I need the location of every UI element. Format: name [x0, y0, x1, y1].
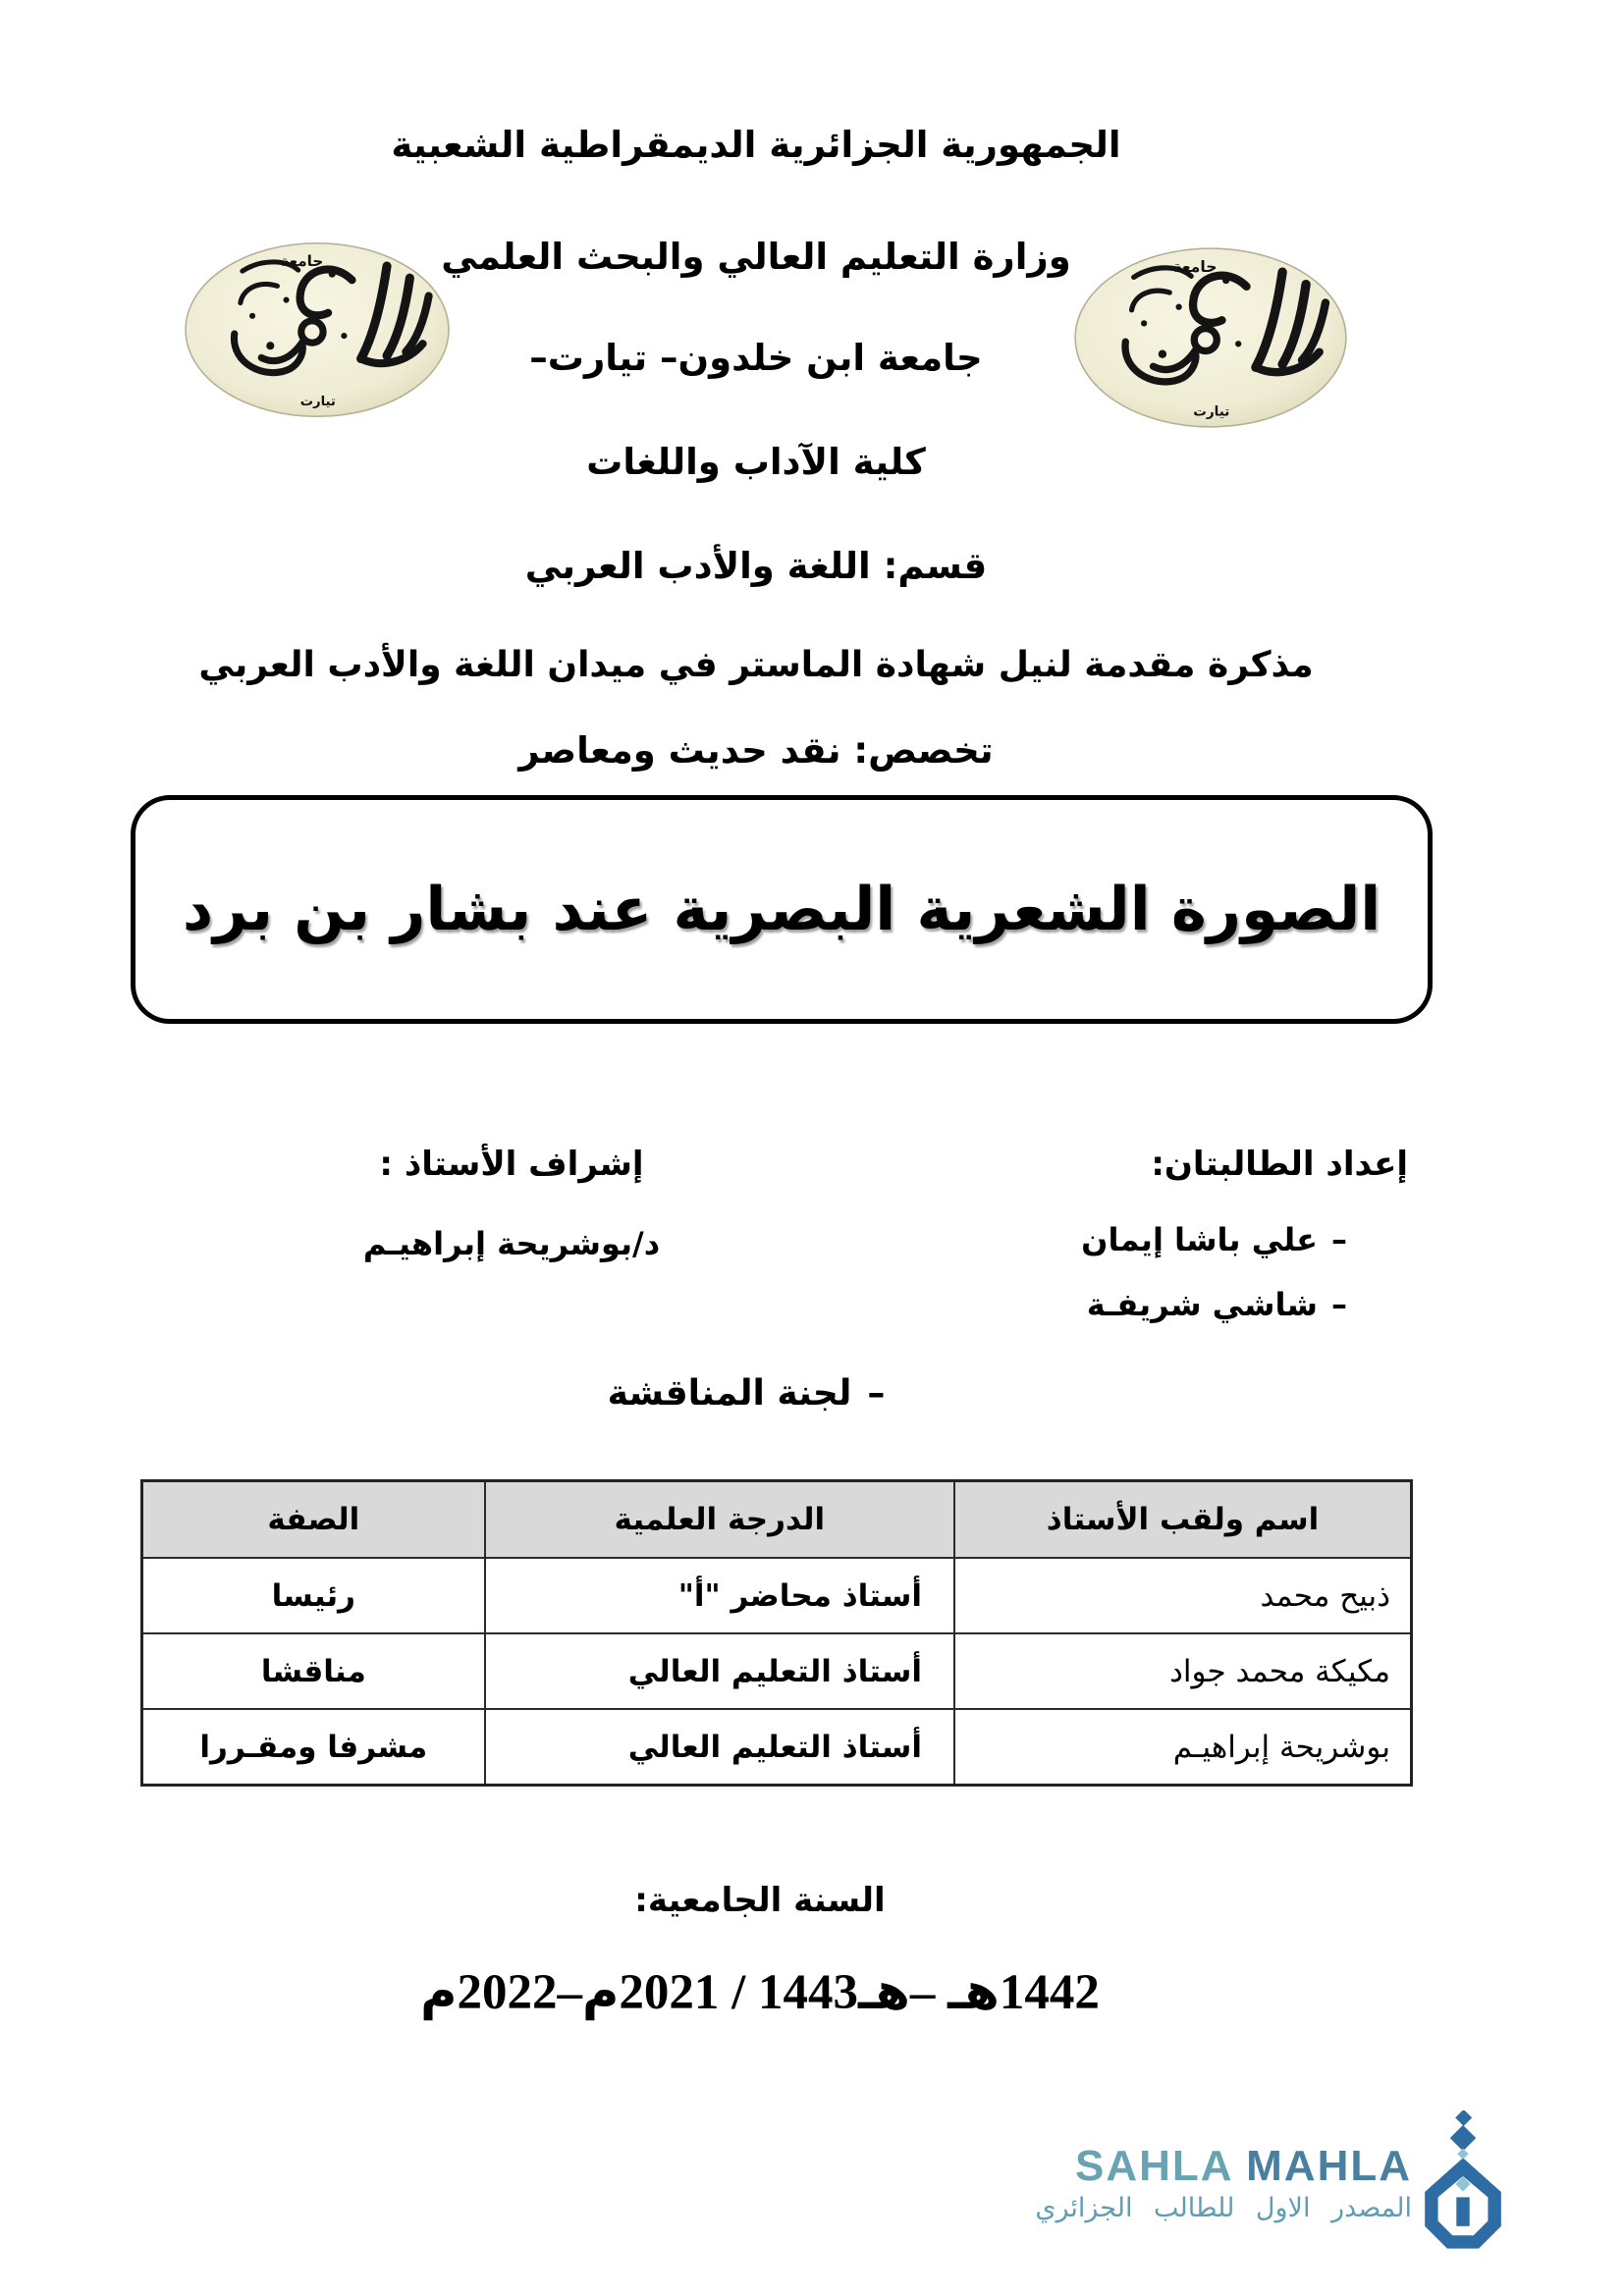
col-header-role: الصفة — [142, 1481, 485, 1559]
professor-name: بوشريحة إبراهيـم — [954, 1709, 1411, 1786]
seal-bottom-word: تيارت — [299, 395, 336, 410]
committee-heading-text: لجنة المناقشة — [607, 1373, 852, 1414]
academic-degree: أستاذ محاضر "أ" — [485, 1558, 954, 1633]
academic-year-value: 1442هـ –هـ1443 / 2021م–2022م — [420, 1965, 1100, 2020]
specialty-line: تخصص: نقد حديث ومعاصر — [518, 729, 994, 772]
students-label: إعداد الطالبتان: — [1151, 1145, 1408, 1184]
university-line: جامعة ابن خلدون– تيارت– — [529, 337, 983, 379]
dash-bullet: – — [1331, 1286, 1347, 1323]
sahla-mahla-logo — [1035, 2110, 1510, 2258]
jury-table — [140, 1479, 1413, 1787]
professor-name: ذبيح محمد — [954, 1558, 1411, 1633]
university-seal-left-icon — [183, 240, 452, 420]
academic-degree: أستاذ التعليم العالي — [485, 1633, 954, 1709]
student-name: شاشي شريفـة — [1086, 1286, 1318, 1323]
table-row — [142, 1558, 1412, 1633]
brand-text — [1035, 2142, 1412, 2223]
seal-top-word: جامعة — [1172, 257, 1218, 277]
department-line: قسم: اللغة والأدب العربي — [524, 545, 988, 587]
thesis-title-box — [131, 795, 1433, 1024]
academic-year-label: السنة الجامعية: — [634, 1881, 886, 1920]
kufic-monogram-icon — [1416, 2110, 1510, 2258]
seal-top-word: جامعة — [280, 252, 324, 271]
dash-bullet: – — [1331, 1221, 1347, 1258]
jury-role: مناقشا — [142, 1633, 485, 1709]
brand-word-2: MAHLA — [1246, 2142, 1412, 2190]
jury-role: رئيسا — [142, 1558, 485, 1633]
faculty-line: كلية الآداب واللغات — [586, 441, 926, 483]
col-header-professor-name: اسم ولقب الأستاذ — [954, 1481, 1411, 1559]
table-row — [142, 1633, 1412, 1709]
committee-heading — [0, 1373, 1492, 1414]
jury-role: مشرفا ومقـررا — [142, 1709, 485, 1786]
professor-name: مكيكة محمد جواد — [954, 1633, 1411, 1709]
thesis-title: الصورة الشعرية البصرية عند بشار بن برد — [182, 875, 1381, 944]
university-seal-right-icon — [1065, 245, 1356, 430]
table-header-row — [142, 1481, 1412, 1559]
republic-line: الجمهورية الجزائرية الديمقراطية الشعبية — [391, 124, 1121, 166]
supervisor-label: إشراف الأستاذ : — [379, 1145, 644, 1184]
student-item — [986, 1221, 1347, 1258]
memo-line: مذكرة مقدمة لنيل شهادة الماستر في ميدان اللغة والأدب العربي — [198, 645, 1314, 685]
dash-bullet: – — [867, 1373, 886, 1414]
supervisor-name: د/بوشريحة إبراهيـم — [362, 1225, 661, 1262]
academic-degree: أستاذ التعليم العالي — [485, 1709, 954, 1786]
student-name: علي باشا إيمان — [1081, 1221, 1318, 1258]
brand-word-1: SAHLA — [1074, 2142, 1247, 2190]
students-block — [986, 1145, 1408, 1323]
col-header-academic-degree: الدرجة العلمية — [485, 1481, 954, 1559]
supervisor-block — [359, 1145, 664, 1262]
ministry-line: وزارة التعليم العالي والبحث العلمي — [441, 236, 1071, 278]
seal-bottom-word: تيارت — [1193, 403, 1230, 420]
brand-tagline: المصدر الاول للطالب الجزائري — [1035, 2193, 1412, 2223]
student-item — [986, 1286, 1347, 1323]
brand-wordmark — [1035, 2142, 1412, 2191]
table-row — [142, 1709, 1412, 1786]
